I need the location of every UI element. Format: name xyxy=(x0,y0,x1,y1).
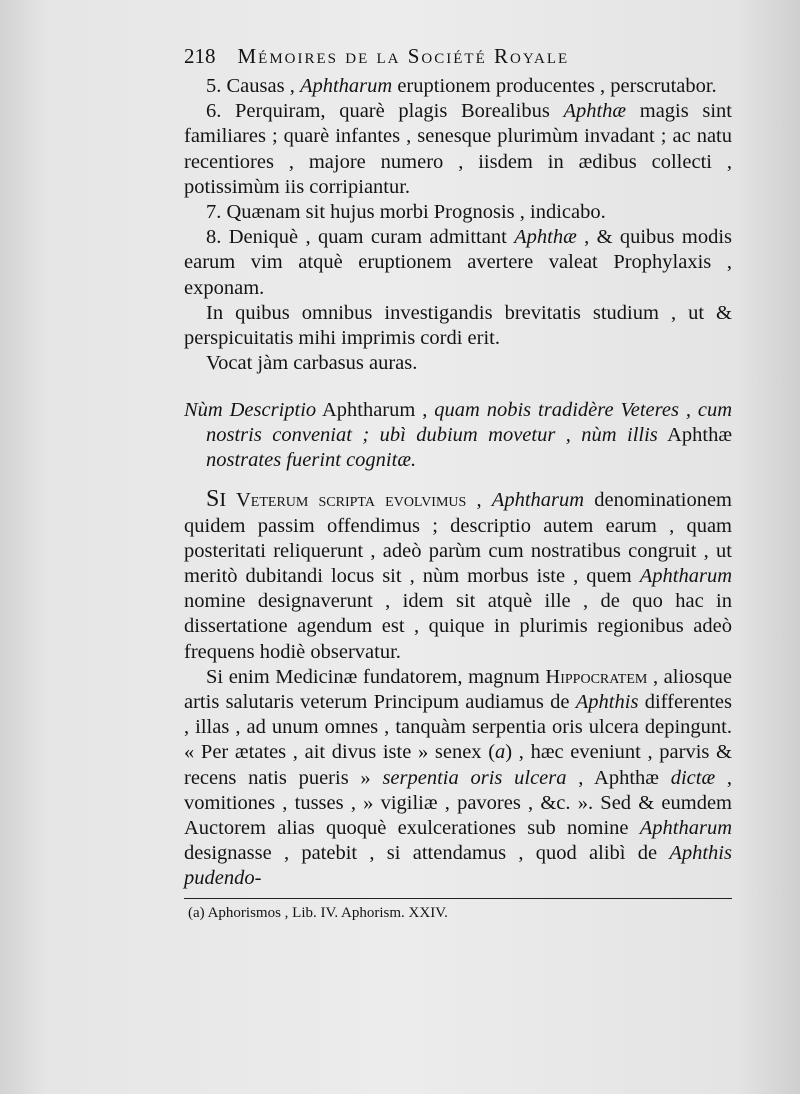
spacer xyxy=(184,473,732,487)
list-item-5: 5. Causas , Aphtharum eruptionem producentes , perscrutabor. xyxy=(206,75,717,97)
list-item-8: 8. Deniquè , quam curam admittant Aphthæ , & quibus modis earum vim atquè eruptionem avertere valeat Prophylaxis , exponam. xyxy=(184,226,732,299)
list-item-7: 7. Quænam sit hujus morbi Prognosis , indicabo. xyxy=(206,201,606,224)
page-number: 218 xyxy=(184,44,216,68)
section-heading: Nùm Descriptio Aphtharum , quam nobis tradidère Veteres , cum nostris conveniat ; ubì dubium movetur , nùm illis Aphthæ nostrates fuerint cognitæ. xyxy=(184,399,732,472)
body-paragraph-2: Si enim Medicinæ fundatorem, magnum Hippocratem , aliosque artis salutaris veterum Principum audiamus de Aphthis differentes , illas , ad unum omnes , tanquàm serpentia oris ulcera depingunt. « Per ætates , ait divus iste » senex (a) , hæc eveniunt , parvis & recens natis pueris » serpentia oris ulcera , Aphthæ dictæ , vomitiones , tusses , » vigiliæ , pavores , &c. ». Sed & eumdem Auctorem alias quoquè exulcerationes sub nomine Aphtharum designasse , patebit , si attendamus , quod alibì de Aphthis pudendo- xyxy=(184,665,733,890)
footnote-rule xyxy=(184,898,732,899)
page-text xyxy=(184,44,732,923)
spacer xyxy=(184,376,732,398)
list-item-6: 6. Perquiram, quarè plagis Borealibus Aphthæ magis sint familiares ; quarè infantes , senesque plurimùm invadant ; ac natu recentiores , majore numero , iisdem in ædibus collecti , potissimùm iis corripiantur. xyxy=(184,100,732,198)
footnote: (a) Aphorismos , Lib. IV. Aphorism. XXIV. xyxy=(188,904,448,921)
closing-sentence: In quibus omnibus investigandis brevitatis studium , ut & perspicuitatis mihi imprimis cordi erit. xyxy=(184,301,732,350)
closing-motto: Vocat jàm carbasus auras. xyxy=(206,352,418,375)
running-header xyxy=(184,44,732,74)
body-paragraph-1: SI Veterum scripta evolvimus , Aphtharum denominationem quidem passim offendimus ; descriptio autem earum , quam posteritati reliquerunt , adeò parùm cum nostratibus congruit , ut meritò dubitandi locus sit , nùm morbus iste , quem Aphtharum nomine designaverunt , idem sit atquè ille , de quo hac in dissertatione agendum est , quique in plurimis regionibus adeò frequens hodiè observatur. xyxy=(184,486,732,663)
running-title: Mémoires de la Société Royale xyxy=(237,44,570,68)
